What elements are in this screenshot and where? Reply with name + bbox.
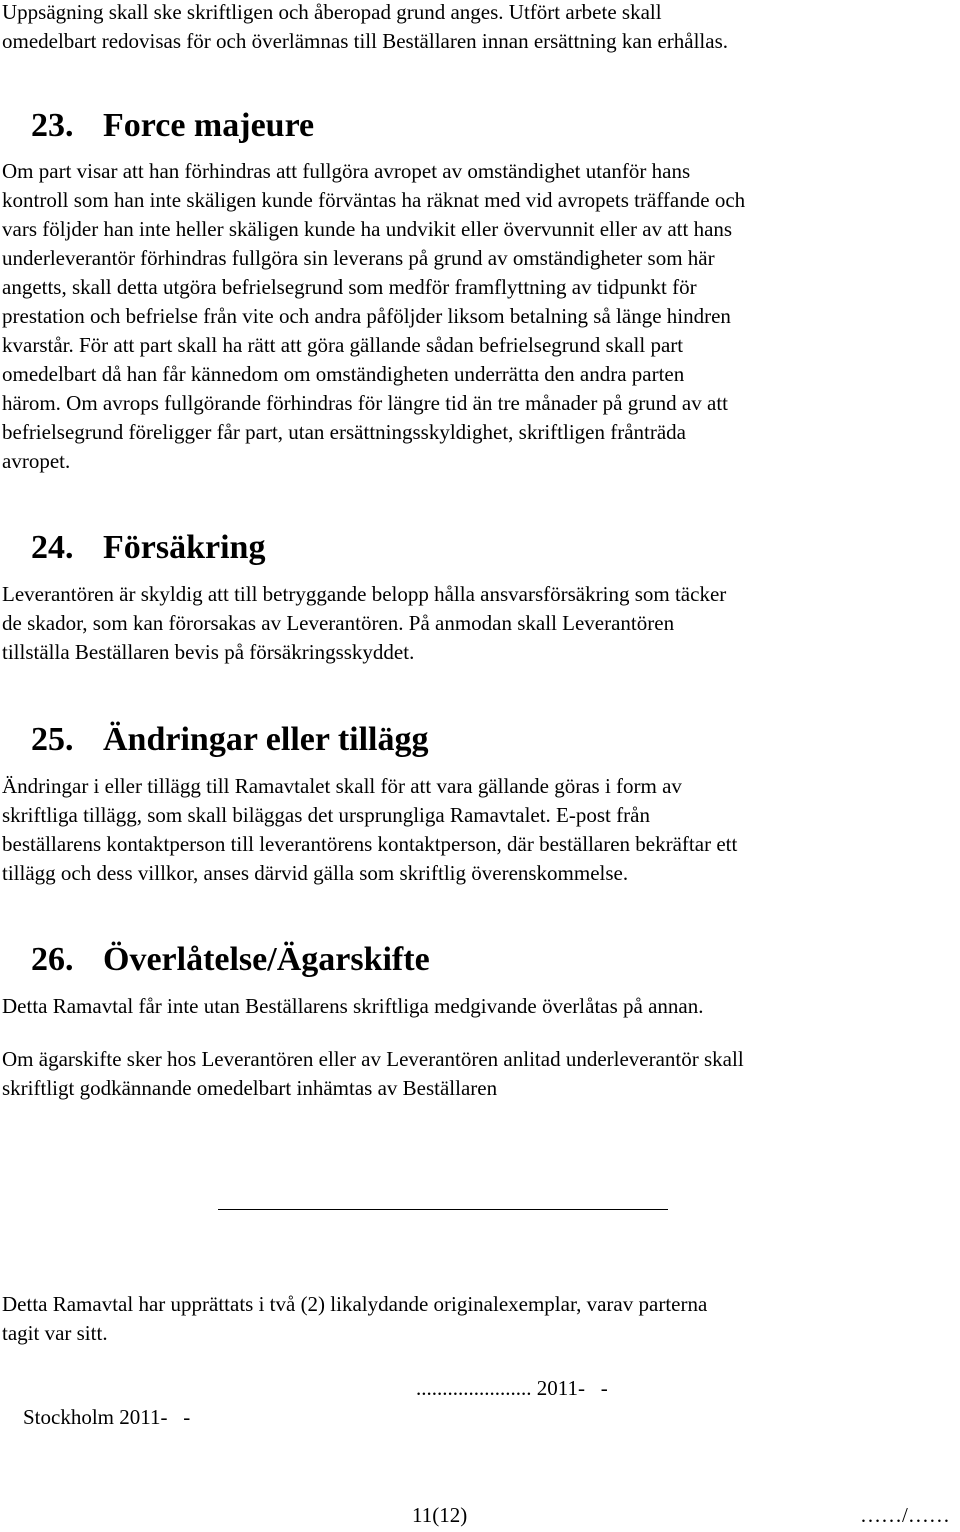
section-26-paragraph-1 bbox=[2, 992, 902, 1021]
section-number: 24. bbox=[31, 529, 74, 566]
section-24-paragraph bbox=[2, 580, 902, 667]
text-line: angetts, skall detta utgöra befrielsegrund som medför framflyttning av tidpunkt för bbox=[2, 275, 697, 299]
section-heading-24 bbox=[31, 528, 265, 568]
text-line: Leverantören är skyldig att till betryggande belopp hålla ansvarsförsäkring som täcker bbox=[2, 582, 727, 606]
section-23-paragraph bbox=[2, 157, 902, 476]
section-25-paragraph bbox=[2, 772, 902, 888]
text-line: omedelbart redovisas för och överlämnas till Beställaren innan ersättning kan erhållas. bbox=[2, 29, 729, 53]
section-heading-26 bbox=[31, 940, 430, 980]
initials-field: ……/…… bbox=[860, 1503, 950, 1527]
text-line: Ändringar i eller tillägg till Ramavtalet skall för att vara gällande göras i form av bbox=[2, 774, 682, 798]
text-line: kvarstår. För att part skall ha rätt att göra gällande sådan befrielsegrund skall part bbox=[2, 333, 684, 357]
text-line: befrielsegrund föreligger får part, utan ersättningsskyldighet, skriftligen frånträda bbox=[2, 420, 687, 444]
text-line: härom. Om avrops fullgörande förhindras för längre tid än tre månader på grund av att bbox=[2, 391, 728, 415]
section-title: Överlåtelse/Ägarskifte bbox=[103, 941, 430, 978]
text-line: kontroll som han inte skäligen kunde förväntas ha räknat med vid avropets träffande och bbox=[2, 188, 746, 212]
text-line: Detta Ramavtal har upprättats i två (2) likalydande originalexemplar, varav parterna bbox=[2, 1292, 708, 1316]
section-title: Force majeure bbox=[103, 107, 315, 144]
text-line: beställarens kontaktperson till leverantörens kontaktperson, där beställaren bekräftar ett bbox=[2, 832, 738, 856]
text-line: de skador, som kan förorsakas av Leverantören. På anmodan skall Leverantören bbox=[2, 611, 675, 635]
text-line: prestation och befrielse från vite och andra påföljder liksom betalning så länge hindren bbox=[2, 304, 731, 328]
place-date-right: ...................... 2011- - bbox=[416, 1376, 608, 1400]
text-line: omedelbart då han får kännedom om omständigheten underrätta den andra parten bbox=[2, 362, 685, 386]
text-line: tagit var sitt. bbox=[2, 1321, 108, 1345]
section-number: 25. bbox=[31, 721, 74, 758]
section-title: Ändringar eller tillägg bbox=[103, 721, 429, 758]
text-line: skriftliga tillägg, som skall biläggas det ursprungliga Ramavtalet. E-post från bbox=[2, 803, 650, 827]
text-line: Om ägarskifte sker hos Leverantören eller av Leverantören anlitad underleverantör skall bbox=[2, 1047, 744, 1071]
section-title: Försäkring bbox=[103, 529, 266, 566]
text-line: Om part visar att han förhindras att fullgöra avropet av omständighet utanför hans bbox=[2, 159, 691, 183]
text-line: avropet. bbox=[2, 449, 71, 473]
section-number: 26. bbox=[31, 941, 74, 978]
closing-paragraph bbox=[2, 1290, 902, 1348]
text-line: Detta Ramavtal får inte utan Beställarens skriftliga medgivande överlåtas på annan. bbox=[2, 994, 704, 1018]
text-line: Uppsägning skall ske skriftligen och åberopad grund anges. Utfört arbete skall bbox=[2, 0, 662, 24]
text-line: tillställa Beställaren bevis på försäkringsskyddet. bbox=[2, 640, 415, 664]
text-line: underleverantör förhindras fullgöra sin leverans på grund av omständigheter som här bbox=[2, 246, 715, 270]
text-line: tillägg och dess villkor, anses därvid gälla som skriftlig överenskommelse. bbox=[2, 861, 629, 885]
place-date-left: Stockholm 2011- - bbox=[23, 1405, 191, 1429]
page-number: 11(12) bbox=[412, 1503, 468, 1527]
place-date-line bbox=[2, 1374, 608, 1490]
text-line: skriftligt godkännande omedelbart inhämtas av Beställaren bbox=[2, 1076, 498, 1100]
intro-paragraph bbox=[2, 0, 902, 56]
section-26-paragraph-2 bbox=[2, 1045, 902, 1103]
section-heading-23 bbox=[31, 106, 314, 146]
separator-line bbox=[218, 1209, 668, 1210]
section-number: 23. bbox=[31, 107, 74, 144]
text-line: vars följder han inte heller skäligen kunde ha undvikit eller övervunnit eller av att hans bbox=[2, 217, 733, 241]
section-heading-25 bbox=[31, 720, 429, 760]
